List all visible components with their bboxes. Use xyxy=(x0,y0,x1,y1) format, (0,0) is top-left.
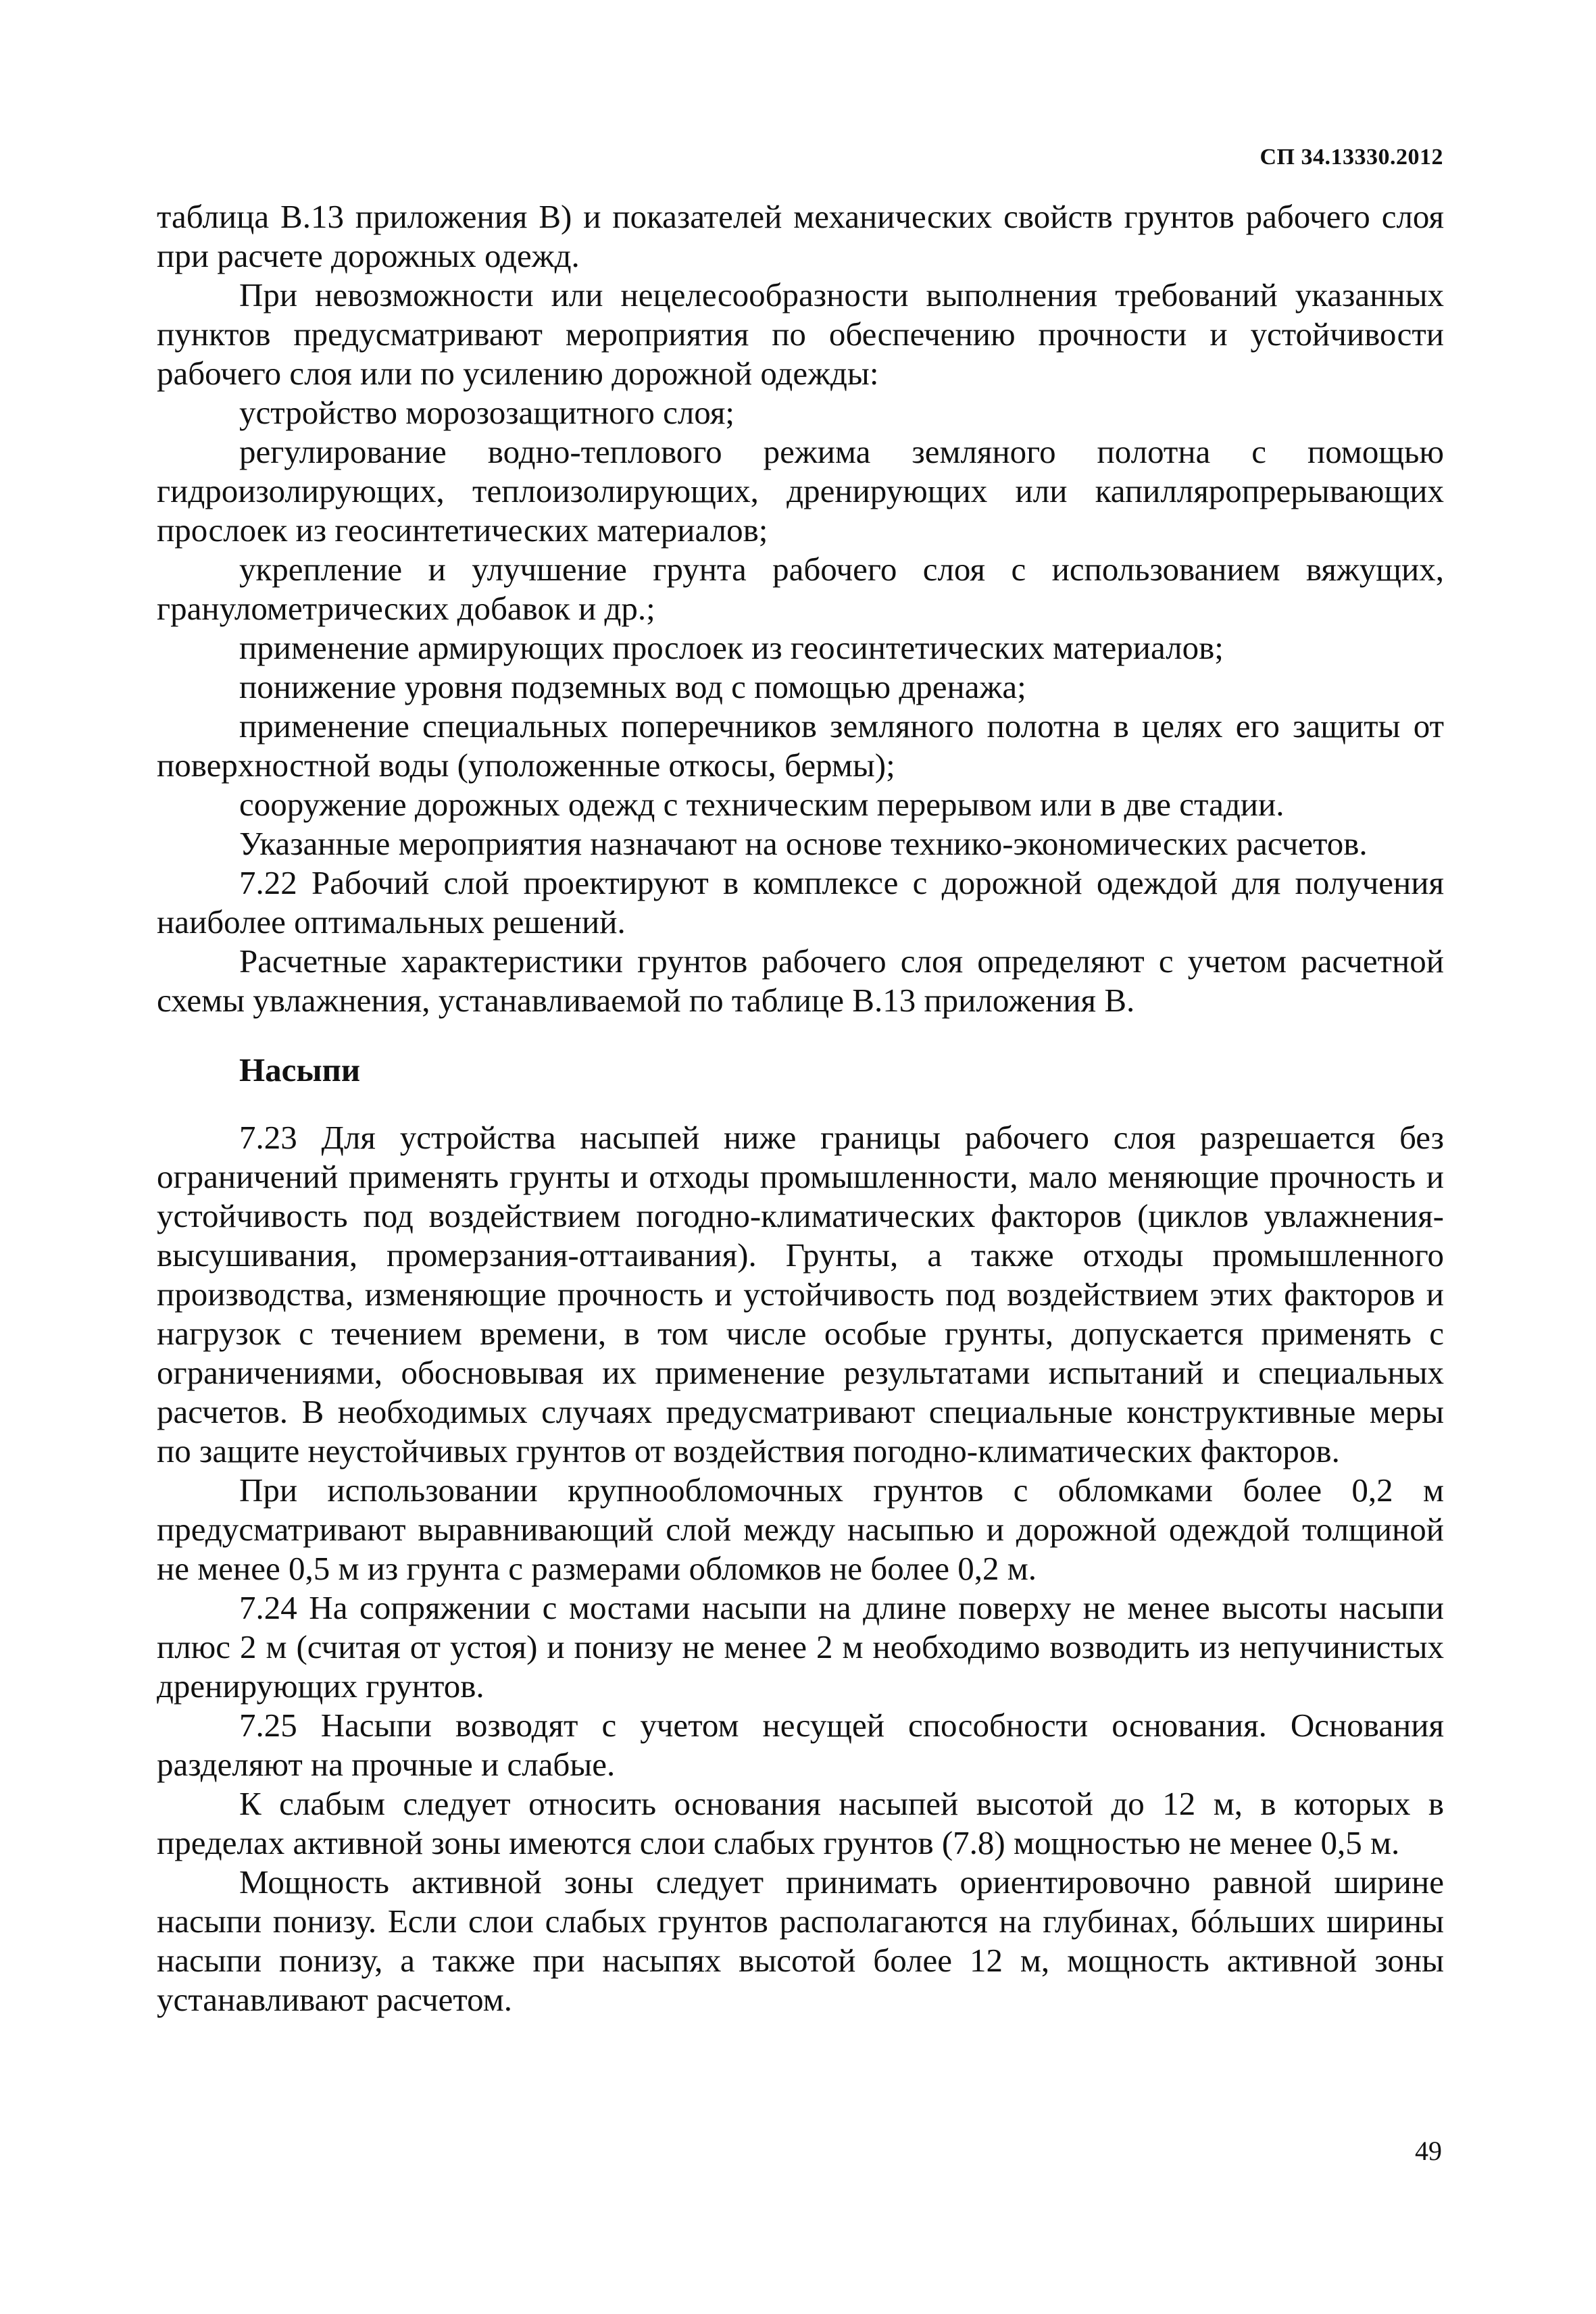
paragraph: Расчетные характеристики грунтов рабочего слоя определяют с учетом расчетной схемы увлажнения, устанавливаемой по таблице В.13 приложения В. xyxy=(157,942,1444,1019)
paragraph: При невозможности или нецелесообразности выполнения требований указанных пунктов предусматривают мероприятия по обеспечению прочности и устойчивости рабочего слоя или по усилению дорожной одежды: xyxy=(157,276,1444,392)
list-item: применение специальных поперечников земляного полотна в целях его защиты от поверхностной воды (уположенные откосы, бермы); xyxy=(157,707,1444,784)
clause-7-25: 7.25 Насыпи возводят с учетом несущей способности основания. Основания разделяют на прочные и слабые. xyxy=(157,1707,1444,1783)
section-heading: Насыпи xyxy=(239,1051,361,1088)
paragraph: К слабым следует относить основания насыпей высотой до 12 м, в которых в пределах активной зоны имеются слои слабых грунтов (7.8) мощностью не менее 0,5 м. xyxy=(157,1785,1444,1861)
list-item: применение армирующих прослоек из геосинтетических материалов; xyxy=(239,629,1224,666)
paragraph: Мощность активной зоны следует принимать ориентировочно равной ширине насыпи понизу. Если слои слабых грунтов располагаются на глубинах, бóльших ширины насыпи понизу, а также при насыпях высотой более 12 м, мощность активной зоны устанавливают расчетом. xyxy=(157,1863,1444,2018)
paragraph: таблица В.13 приложения В) и показателей механических свойств грунтов рабочего слоя при расчете дорожных одежд. xyxy=(157,198,1444,274)
list-item: устройство морозозащитного слоя; xyxy=(239,394,735,431)
page-number: 49 xyxy=(1415,2136,1442,2166)
clause-7-22: 7.22 Рабочий слой проектируют в комплексе с дорожной одеждой для получения наиболее оптимальных решений. xyxy=(157,864,1444,940)
list-item: регулирование водно-теплового режима земляного полотна с помощью гидроизолирующих, теплоизолирующих, дренирующих или капилляропрерывающих прослоек из геосинтетических материалов; xyxy=(157,433,1444,549)
list-item: сооружение дорожных одежд с техническим перерывом или в две стадии. xyxy=(239,786,1285,823)
document-code: СП 34.13330.2012 xyxy=(1260,145,1443,170)
paragraph: При использовании крупнообломочных грунтов с обломками более 0,2 м предусматривают выравнивающий слой между насыпью и дорожной одеждой толщиной не менее 0,5 м из грунта с размерами обломков не более 0,2 м. xyxy=(157,1472,1444,1587)
page-content xyxy=(157,197,1444,2019)
list-item: укрепление и улучшение грунта рабочего слоя с использованием вяжущих, гранулометрических добавок и др.; xyxy=(157,551,1444,627)
paragraph: Указанные мероприятия назначают на основе технико-экономических расчетов. xyxy=(239,825,1368,862)
clause-7-24: 7.24 На сопряжении с мостами насыпи на длине поверху не менее высоты насыпи плюс 2 м (считая от устоя) и понизу не менее 2 м необходимо возводить из непучинистых дренирующих грунтов. xyxy=(157,1589,1444,1705)
clause-7-23: 7.23 Для устройства насыпей ниже границы рабочего слоя разрешается без ограничений применять грунты и отходы промышленности, мало меняющие прочность и устойчивость под воздействием погодно-климатических факторов (циклов увлажнения-высушивания, промерзания-оттаивания). Грунты, а также отходы промышленного производства, изменяющие прочность и устойчивость под воздействием этих факторов и нагрузок с течением времени, в том числе особые грунты, допускается применять с ограничениями, обосновывая их применение результатами испытаний и специальных расчетов. В необходимых случаях предусматривают специальные конструктивные меры по защите неустойчивых грунтов от воздействия погодно-климатических факторов. xyxy=(157,1119,1444,1469)
list-item: понижение уровня подземных вод с помощью дренажа; xyxy=(239,668,1026,705)
